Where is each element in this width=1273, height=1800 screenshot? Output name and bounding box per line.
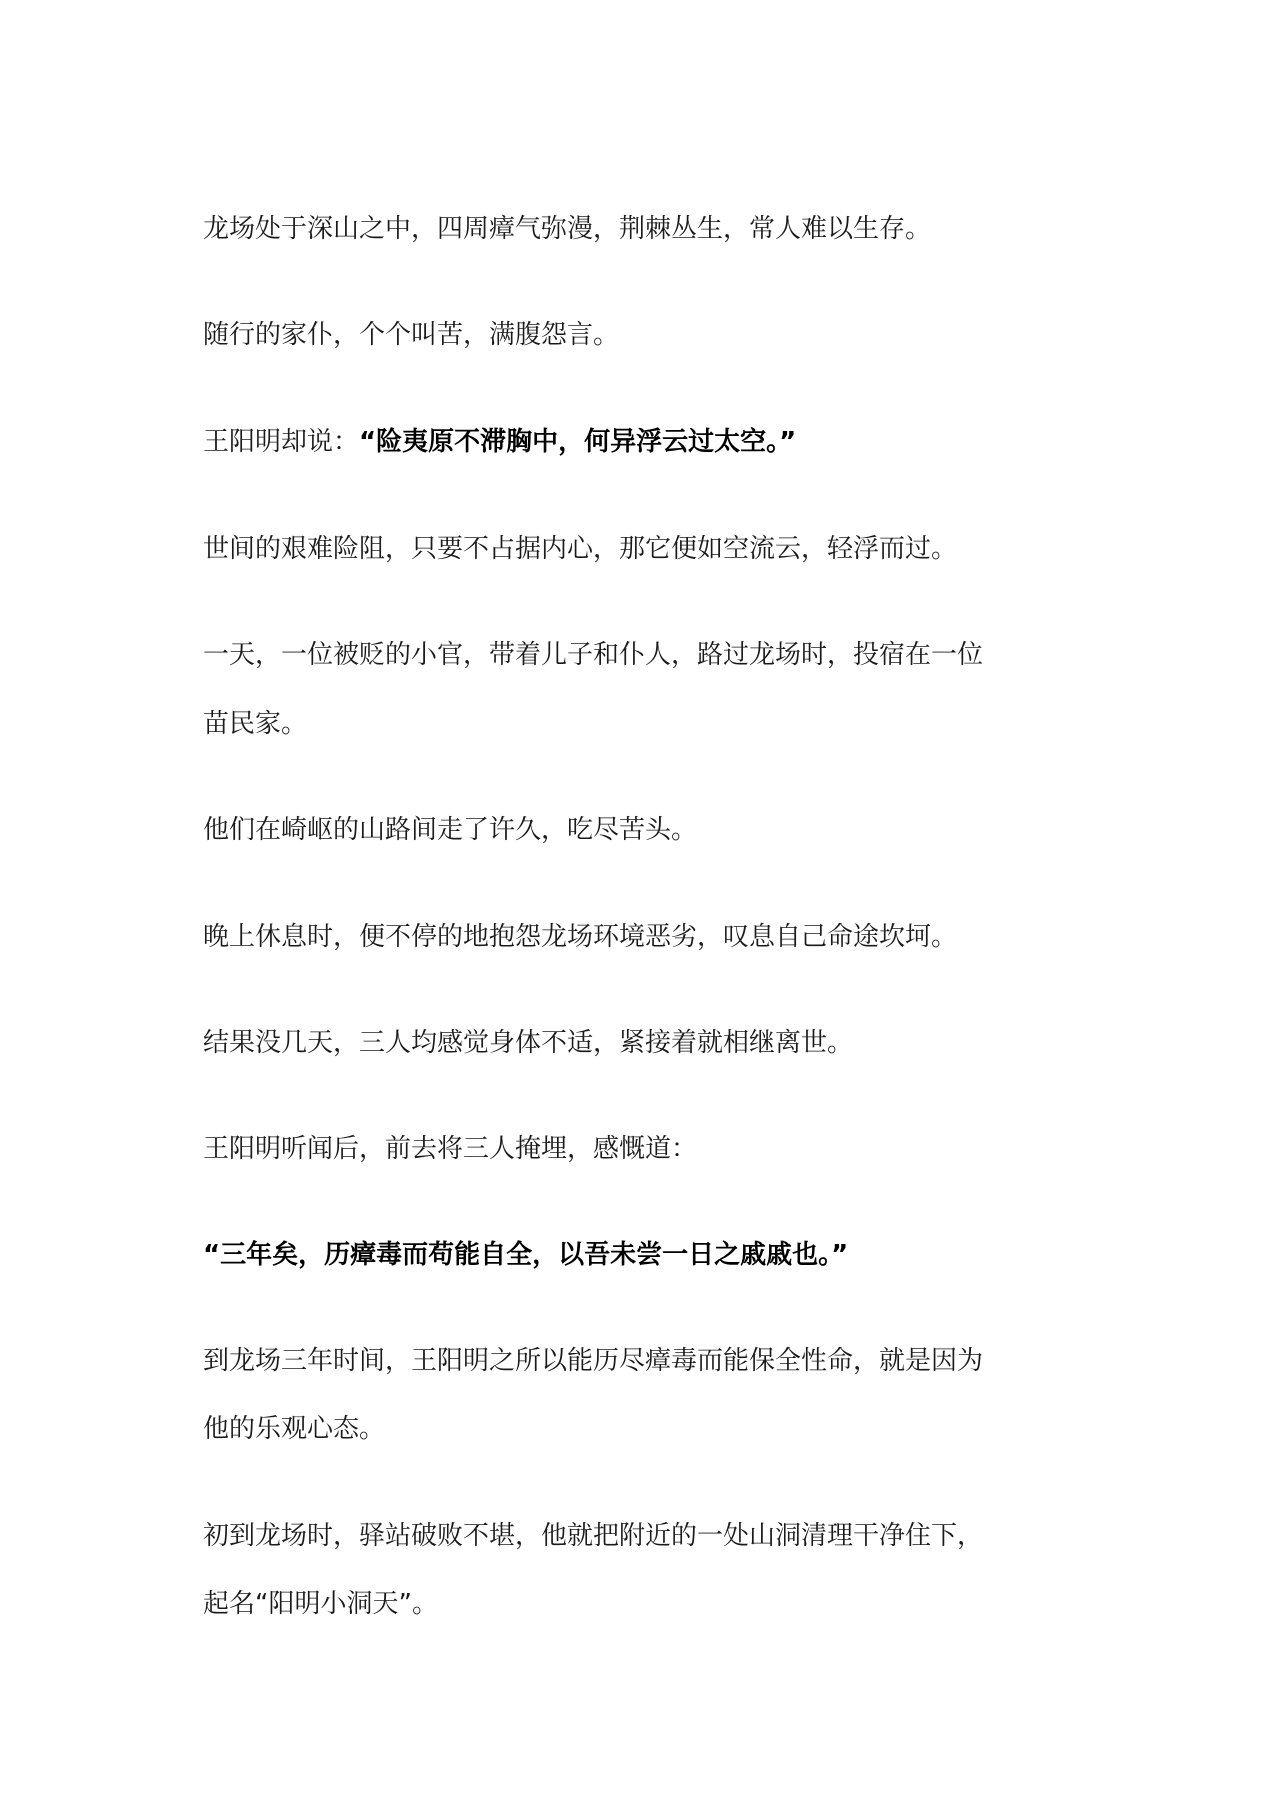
paragraph-1: 龙场处于深山之中，四周瘴气弥漫，荆棘丛生，常人难以生存。 <box>203 214 932 244</box>
paragraph-12-line-1: 初到龙场时，驿站破败不堪，他就把附近的一处山洞清理干净住下， <box>203 1521 984 1551</box>
paragraph-8: 结果没几天，三人均感觉身体不适，紧接着就相继离世。 <box>203 1028 854 1058</box>
paragraph-6: 他们在崎岖的山路间走了许久，吃尽苦头。 <box>203 815 698 845</box>
paragraph-11-line-2: 他的乐观心态。 <box>203 1414 386 1444</box>
paragraph-10-quote: “三年矣，历瘴毒而苟能自全，以吾未尝一日之戚戚也。” <box>203 1240 849 1270</box>
paragraph-4: 世间的艰难险阻，只要不占据内心，那它便如空流云，轻浮而过。 <box>203 534 958 564</box>
paragraph-12-line-2: 起名“阳明小洞天”。 <box>203 1589 438 1619</box>
paragraph-3 <box>203 408 1083 476</box>
paragraph-3-prefix: 王阳明却说： <box>203 427 360 457</box>
paragraph-5-line-2: 苗民家。 <box>203 709 308 739</box>
paragraph-5-line-1: 一天，一位被贬的小官，带着儿子和仆人，路过龙场时，投宿在一位 <box>203 640 984 670</box>
paragraph-11-line-1: 到龙场三年时间，王阳明之所以能历尽瘴毒而能保全性命，就是因为 <box>203 1346 984 1376</box>
paragraph-3-quote: “险夷原不滞胸中，何异浮云过太空。” <box>359 427 797 457</box>
paragraph-9: 王阳明听闻后，前去将三人掩埋，感慨道： <box>203 1134 698 1164</box>
paragraph-7: 晚上休息时，便不停的地抱怨龙场环境恶劣，叹息自己命途坎坷。 <box>203 922 958 952</box>
paragraph-2: 随行的家仆，个个叫苦，满腹怨言。 <box>203 320 620 350</box>
